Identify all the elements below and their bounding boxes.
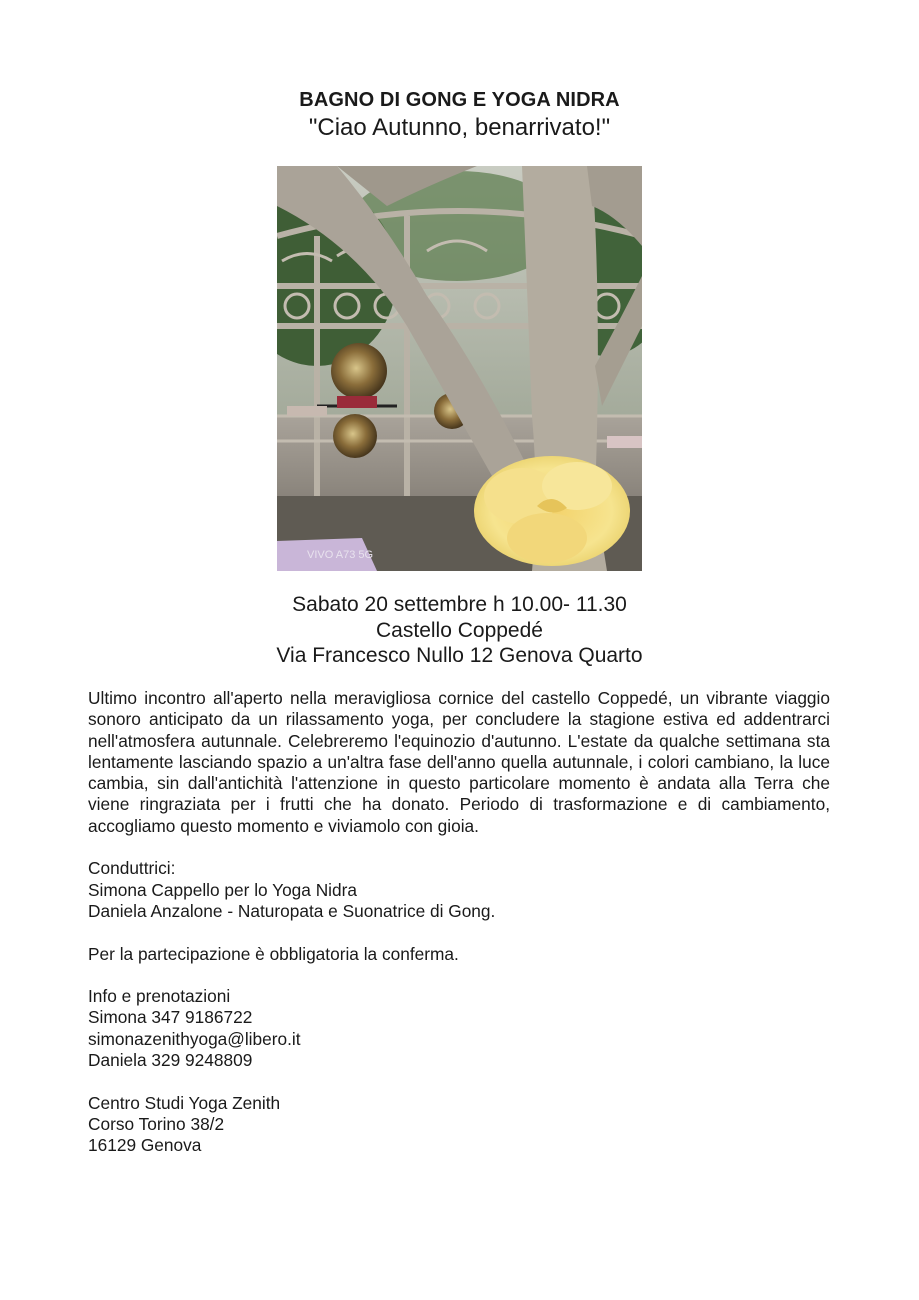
event-title: BAGNO DI GONG E YOGA NIDRA	[299, 89, 620, 111]
event-photo	[277, 166, 642, 571]
event-venue: Castello Coppedé	[376, 618, 543, 642]
center-name: Centro Studi Yoga Zenith	[88, 1092, 281, 1113]
contact-daniela-phone: Daniela 329 9248809	[88, 1050, 253, 1071]
center-city: 16129 Genova	[88, 1135, 202, 1156]
center-street: Corso Torino 38/2	[88, 1113, 225, 1134]
confirmation-note: Per la partecipazione è obbligatoria la conferma.	[88, 943, 459, 964]
host-daniela: Daniela Anzalone - Naturopata e Suonatrice di Gong.	[88, 900, 496, 921]
contact-simona-phone: Simona 347 9186722	[88, 1007, 253, 1028]
host-simona: Simona Cappello per lo Yoga Nidra	[88, 879, 357, 900]
event-description: Ultimo incontro all'aperto nella meravigliosa cornice del castello Coppedé, un vibrante viaggio sonoro anticipato da un rilassamento yoga, per concludere la stagione estiva ed addentrarci nell'atmosfera autunnale. Celebreremo l'equinozio d'autunno. L'estate da qualche settimana sta lentamente lasciando spazio a un'altra fase dell'anno quella autunnale, i colori cambiano, la luce cambia, sin dall'antichità l'attenzione in questo particolare momento è andata alla Terra che viene ringraziata per i frutti che ha donato. Periodo di trasformazione e di cambiamento, accogliamo questo momento e viviamolo con gioia.	[88, 688, 830, 836]
contact-email[interactable]: simonazenithyoga@libero.it	[88, 1028, 301, 1049]
hosts-heading: Conduttrici:	[88, 858, 176, 879]
event-subtitle: "Ciao Autunno, benarrivato!"	[308, 114, 611, 141]
event-address: Via Francesco Nullo 12 Genova Quarto	[276, 644, 643, 667]
photo-watermark: VIVO A73 5G	[307, 549, 374, 561]
contacts-heading: Info e prenotazioni	[88, 986, 231, 1007]
flyer-body	[88, 688, 830, 1157]
event-date-time: Sabato 20 settembre h 10.00- 11.30	[292, 593, 627, 616]
event-details	[0, 592, 919, 669]
